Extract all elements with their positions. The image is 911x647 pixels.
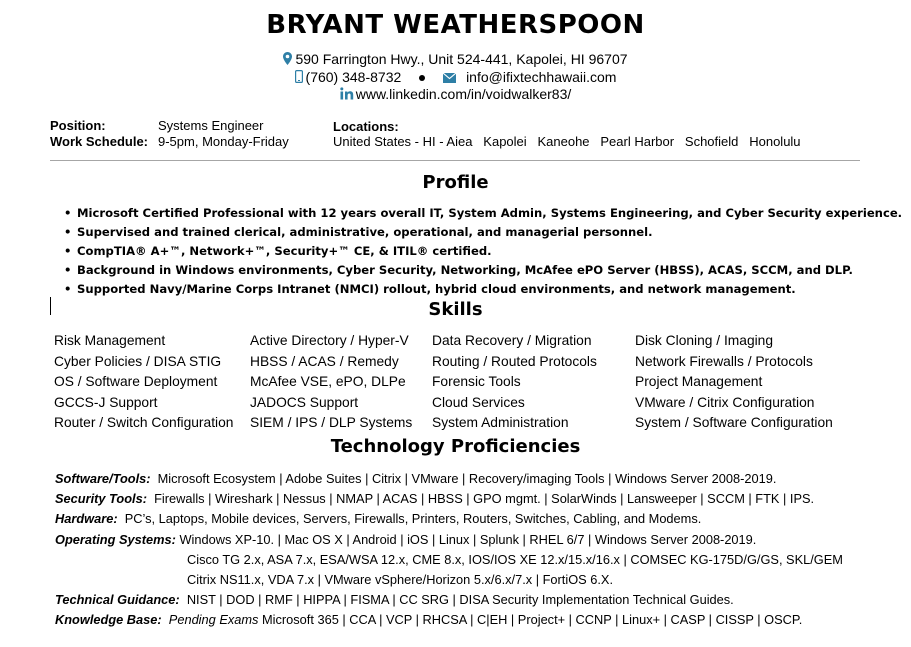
skill-item: Risk Management [54,333,166,348]
skill-item: Router / Switch Configuration [54,415,234,430]
locations-label: Locations: [333,119,399,134]
linkedin-line [0,86,911,103]
linkedin-icon [340,87,354,103]
email-link[interactable]: info@ifixtechhawaii.com [466,69,617,85]
skill-item: System Administration [432,415,569,430]
skill-item: Cyber Policies / DISA STIG [54,353,222,369]
location-pin-icon [283,52,292,68]
skill-item: Disk Cloning / Imaging [635,333,774,348]
skill-item: McAfee VSE, ePO, DLPe [250,374,406,389]
position-label: Position: [50,118,106,133]
profile-item: • Background in Windows environments, Cyber Security, Networking, McAfee ePO Server (HBSS), ACAS, SCCM, and DLP. [64,261,902,280]
tech-row-hardware: Hardware: PC’s, Laptops, Mobile devices, Servers, Firewalls, Printers, Routers, Switches, Cabling, and Modems. [55,511,702,527]
profile-item: • Supported Navy/Marine Corps Intranet (NMCI) rollout, hybrid cloud environments, and network management. [64,280,902,299]
phone-icon [295,70,303,86]
tech-row-software: Software/Tools: Microsoft Ecosystem | Adobe Suites | Citrix | VMware | Recovery/imaging Tools | Windows Server 2008-2019. [55,471,777,486]
tech-row-security: Security Tools: Firewalls | Wireshark | Nessus | NMAP | ACAS | HBSS | GPO mgmt. | SolarWinds | Lansweeper | SCCM | FTK | IPS. [55,491,815,507]
skill-item: System / Software Configuration [635,415,833,430]
skills-title: Skills [428,299,483,320]
locations-value: United States - HI - Aiea Kapolei Kaneohe Pearl Harbor Schofield Honolulu [333,134,801,149]
tech-row-os: Operating Systems: Windows XP-10. | Mac OS X | Android | iOS | Linux | Splunk | RHEL 6/7 | Windows Server 2008-2019. [55,531,757,547]
skill-item: SIEM / IPS / DLP Systems [250,415,413,430]
skills-column-2 [250,331,412,434]
tech-row-guidance: Technical Guidance: NIST | DOD | RMF | HIPPA | FISMA | CC SRG | DISA Security Implementation Technical Guides. [55,592,734,608]
skill-item: Cloud Services [432,394,525,410]
skill-item: Project Management [635,374,763,389]
header-divider [50,160,860,161]
skill-item: Data Recovery / Migration [432,333,592,348]
schedule-value: 9-5pm, Monday-Friday [158,134,289,149]
position-value: Systems Engineer [158,118,264,133]
skill-item: Active Directory / Hyper-V [250,333,409,348]
tech-row-os-cont: Citrix NS11.x, VDA 7.x | VMware vSphere/Horizon 5.x/6.x/7.x | FortiOS 6.X. [187,571,614,587]
profile-list [64,204,902,299]
skill-item: JADOCS Support [250,394,359,410]
tech-proficiencies [55,469,843,631]
skill-item: Routing / Routed Protocols [432,353,597,369]
profile-title: Profile [422,172,489,193]
skill-item: Forensic Tools [432,374,521,389]
skills-column-1 [54,331,233,434]
skill-item: VMware / Citrix Configuration [635,394,815,410]
skills-column-3 [432,331,597,434]
resume-name: BRYANT WEATHERSPOON [266,10,645,40]
phone-email-line [0,69,911,86]
schedule-label: Work Schedule: [50,134,149,149]
skill-item: GCCS-J Support [54,394,158,410]
skill-item: HBSS / ACAS / Remedy [250,353,399,369]
separator-dot [419,75,425,81]
profile-item: • Supervised and trained clerical, administrative, operational, and managerial personnel. [64,223,902,242]
address-line [0,51,911,68]
skills-column-4 [635,331,833,434]
address-text: 590 Farrington Hwy., Unit 524-441, Kapolei, HI 96707 [295,51,628,67]
linkedin-link[interactable]: www.linkedin.com/in/voidwalker83/ [355,86,572,102]
phone-text: (760) 348-8732 [305,69,402,85]
email-icon [443,70,456,86]
profile-item: • Microsoft Certified Professional with 12 years overall IT, System Admin, Systems Engineering, and Cyber Security experience. [64,204,902,223]
skill-item: Network Firewalls / Protocols [635,353,813,369]
tech-row-knowledge: Knowledge Base: Pending Exams Microsoft 365 | CCA | VCP | RHCSA | C|EH | Project+ | CCNP | Linux+ | CASP | CISSP | OSCP. [55,612,803,628]
tech-row-os-cont: Cisco TG 2.x, ASA 7.x, ESA/WSA 12.x, CME 8.x, IOS/IOS XE 12.x/15.x/16.x | COMSEC KG-175D/G/GS, SKL/GEM [187,551,843,567]
tech-title: Technology Proficiencies [330,436,581,457]
skill-item: OS / Software Deployment [54,374,218,389]
profile-item: • CompTIA® A+™, Network+™, Security+™ CE, & ITIL® certified. [64,242,902,261]
